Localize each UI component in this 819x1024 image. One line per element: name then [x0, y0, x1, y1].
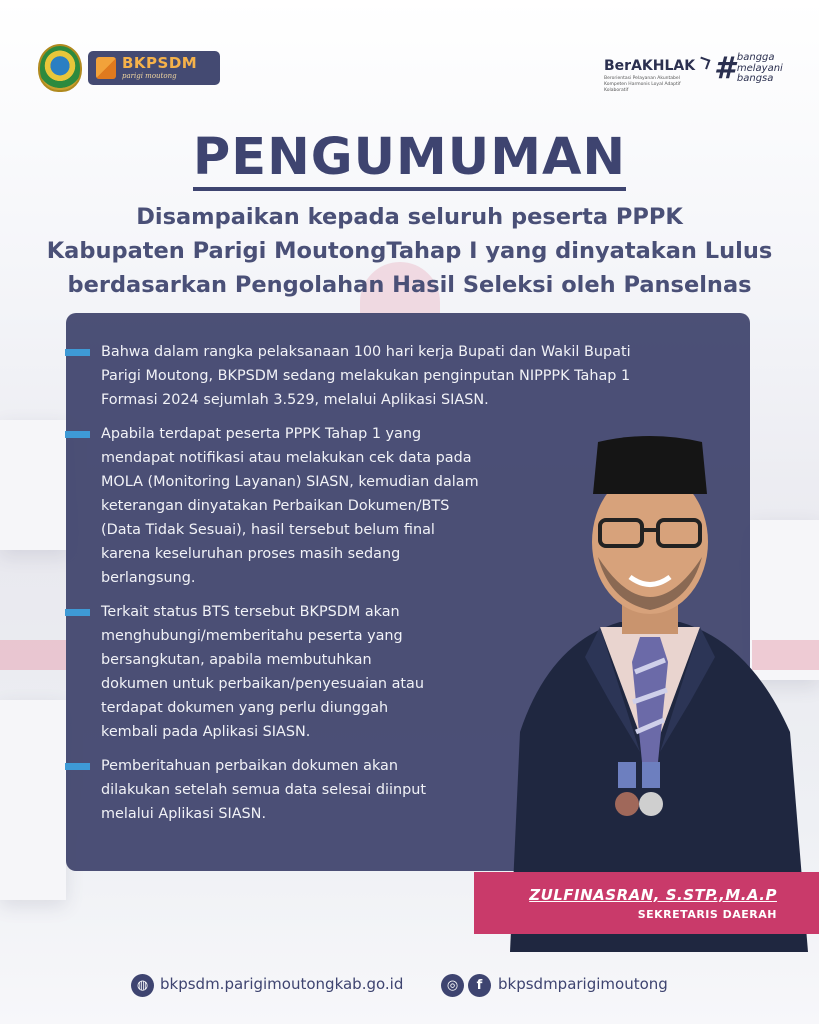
org-tagline: parigi moutong: [122, 72, 177, 80]
page-title-wrap: [0, 128, 819, 191]
bangga-word: melayani: [736, 62, 783, 74]
instagram-icon[interactable]: ◎: [441, 974, 464, 997]
bullet-marker: [65, 763, 90, 770]
website-link[interactable]: bkpsdm.parigimoutongkab.go.id: [160, 975, 404, 993]
bangga-word: bangga: [736, 52, 775, 63]
list-item-text: Pemberitahuan perbaikan dokumen akan dilakukan setelah semua data selesai diinput melalui Aplikasi SIASN.: [101, 758, 427, 822]
list-item-text: Terkait status BTS tersebut BKPSDM akan menghubungi/memberitahu peserta yang bersangkutan, apabila membutuhkan dokumen untuk perbaikan/penyesuaian atau terdapat dokumen yang perlu diunggah kembali pada Aplikasi SIASN.: [101, 604, 424, 740]
subtitle-line: Kabupaten Parigi MoutongTahap I yang dinyatakan Lulus: [46, 238, 773, 264]
bg-accent: [0, 640, 66, 670]
header-logos: [38, 44, 220, 92]
list-item: [66, 600, 536, 744]
official-name-plate: [474, 872, 819, 934]
official-name: ZULFINASRAN, S.STP.,M.A.P: [529, 885, 777, 904]
bkpsdm-logo: [88, 51, 220, 85]
hashtag-icon: #: [714, 50, 735, 86]
footer: [0, 972, 819, 1002]
list-item: [66, 754, 536, 826]
bangga-word: bangsa: [736, 73, 774, 84]
bg-block: [0, 700, 66, 900]
subtitle-line: Disampaikan kepada seluruh peserta PPPK: [136, 204, 683, 230]
swoosh-icon: [698, 57, 711, 70]
social-handle-link[interactable]: bkpsdmparigimoutong: [498, 975, 668, 993]
subtitle-line: berdasarkan Pengolahan Hasil Seleksi oleh Panselnas: [67, 272, 752, 298]
page-title: PENGUMUMAN: [193, 130, 626, 191]
bangga-melayani-logo: [714, 50, 783, 86]
bullet-marker: [65, 431, 90, 438]
berakhlak-logo: [604, 58, 709, 94]
bkpsdm-logo-icon: [96, 57, 116, 79]
list-item-text: Bahwa dalam rangka pelaksanaan 100 hari kerja Bupati dan Wakil Bupati Parigi Moutong, BKPSDM sedang melakukan penginputan NIPPPK Tahap 1 Formasi 2024 sejumlah 3.529, melalui Aplikasi SIASN.: [101, 344, 631, 408]
berakhlak-subtitle: Berorientasi Pelayanan Akuntabel Kompeten Harmonis Loyal Adaptif Kolaboratif: [604, 76, 681, 93]
list-item: [66, 340, 631, 412]
regency-seal-icon: [38, 44, 82, 92]
announcement-list: [66, 340, 631, 836]
berakhlak-title: BerAKHLAK: [604, 58, 696, 74]
facebook-icon[interactable]: f: [468, 974, 491, 997]
list-item: [66, 422, 536, 590]
org-name: BKPSDM: [122, 54, 198, 72]
page-subtitle: [0, 200, 819, 302]
list-item-text: Apabila terdapat peserta PPPK Tahap 1 yang mendapat notifikasi atau melakukan cek data pada MOLA (Monitoring Layanan) SIASN, kemudian dalam keterangan dinyatakan Perbaikan Dokumen/BTS (Data Tidak Sesuai), hasil tersebut belum final karena keseluruhan proses masih sedang berlangsung.: [101, 426, 479, 586]
bullet-marker: [65, 609, 90, 616]
official-role: SEKRETARIS DAERAH: [637, 907, 777, 921]
bullet-marker: [65, 349, 90, 356]
globe-icon: ◍: [131, 974, 154, 997]
bg-block: [0, 420, 70, 550]
